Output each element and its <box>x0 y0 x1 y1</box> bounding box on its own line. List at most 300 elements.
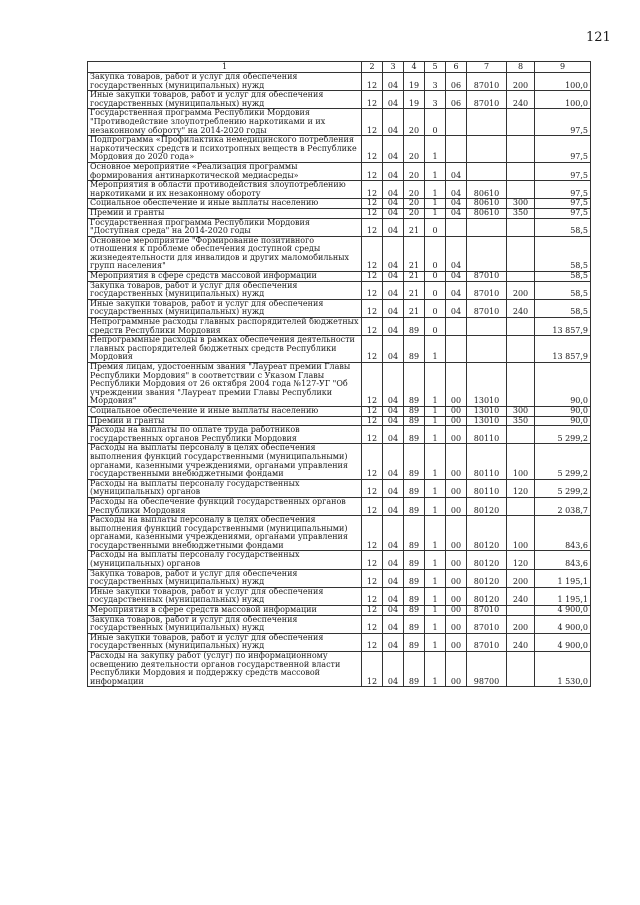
amount-cell: 5 299,2 <box>535 426 591 444</box>
column-header: 8 <box>507 62 535 73</box>
budget-table <box>87 61 591 687</box>
row-name-cell: Закупка товаров, работ и услуг для обеспечения государственных (муниципальных) нужд <box>88 73 362 91</box>
section-code-cell: 12 <box>362 406 383 416</box>
program-code-cell: 89 <box>404 406 425 416</box>
row-name-cell: Закупка товаров, работ и услуг для обеспечения государственных (муниципальных) нужд <box>88 615 362 633</box>
subsection-code-cell: 04 <box>383 406 404 416</box>
subprogram-code-cell: 1 <box>425 587 446 605</box>
column-header: 9 <box>535 62 591 73</box>
direction-code-cell <box>467 236 507 271</box>
table-row <box>88 91 591 109</box>
program-code-cell: 89 <box>404 615 425 633</box>
direction-code-cell: 80120 <box>467 551 507 569</box>
expense-type-cell: 240 <box>507 299 535 317</box>
amount-cell: 97,5 <box>535 109 591 136</box>
main-event-code-cell <box>446 218 467 236</box>
table-body <box>88 73 591 687</box>
subprogram-code-cell: 1 <box>425 633 446 651</box>
amount-cell: 1 195,1 <box>535 587 591 605</box>
section-code-cell: 12 <box>362 218 383 236</box>
subprogram-code-cell: 1 <box>425 336 446 363</box>
program-code-cell: 21 <box>404 218 425 236</box>
direction-code-cell: 87010 <box>467 606 507 616</box>
program-code-cell: 89 <box>404 479 425 497</box>
table-row <box>88 299 591 317</box>
main-event-code-cell: 04 <box>446 181 467 199</box>
row-name-cell: Непрограммные расходы в рамках обеспечения деятельности главных распорядителей бюджетных средств Республики Мордовия <box>88 336 362 363</box>
table-row <box>88 551 591 569</box>
page-number: 121 <box>586 30 611 45</box>
main-event-code-cell: 04 <box>446 236 467 271</box>
main-event-code-cell: 04 <box>446 162 467 180</box>
row-name-cell: Закупка товаров, работ и услуг для обеспечения государственных (муниципальных) нужд <box>88 281 362 299</box>
program-code-cell: 89 <box>404 652 425 687</box>
direction-code-cell: 87010 <box>467 73 507 91</box>
section-code-cell: 12 <box>362 416 383 426</box>
column-header: 6 <box>446 62 467 73</box>
row-name-cell: Расходы на выплаты персоналу государственных (муниципальных) органов <box>88 551 362 569</box>
section-code-cell: 12 <box>362 615 383 633</box>
main-event-code-cell <box>446 318 467 336</box>
section-code-cell: 12 <box>362 136 383 163</box>
table-row <box>88 109 591 136</box>
amount-cell: 90,0 <box>535 406 591 416</box>
expense-type-cell: 200 <box>507 615 535 633</box>
table-row <box>88 606 591 616</box>
section-code-cell: 12 <box>362 587 383 605</box>
main-event-code-cell: 00 <box>446 606 467 616</box>
amount-cell: 97,5 <box>535 136 591 163</box>
direction-code-cell: 80110 <box>467 479 507 497</box>
table-row <box>88 208 591 218</box>
expense-type-cell: 120 <box>507 479 535 497</box>
program-code-cell: 89 <box>404 551 425 569</box>
amount-cell: 90,0 <box>535 363 591 407</box>
direction-code-cell: 80110 <box>467 426 507 444</box>
subsection-code-cell: 04 <box>383 652 404 687</box>
subprogram-code-cell: 1 <box>425 136 446 163</box>
main-event-code-cell: 00 <box>446 569 467 587</box>
main-event-code-cell: 04 <box>446 199 467 209</box>
program-code-cell: 89 <box>404 633 425 651</box>
expense-type-cell <box>507 109 535 136</box>
table-row <box>88 272 591 282</box>
program-code-cell: 20 <box>404 109 425 136</box>
program-code-cell: 20 <box>404 136 425 163</box>
subsection-code-cell: 04 <box>383 569 404 587</box>
expense-type-cell <box>507 318 535 336</box>
main-event-code-cell: 00 <box>446 363 467 407</box>
row-name-cell: Расходы на выплаты персоналу в целях обеспечения выполнения функций государственными (муниципальными) органами, казенными учреждениями, органами управления государственными внебюджетными фондами <box>88 444 362 479</box>
expense-type-cell <box>507 218 535 236</box>
expense-type-cell: 100 <box>507 516 535 551</box>
main-event-code-cell: 00 <box>446 406 467 416</box>
table-row <box>88 181 591 199</box>
section-code-cell: 12 <box>362 426 383 444</box>
main-event-code-cell <box>446 336 467 363</box>
subsection-code-cell: 04 <box>383 444 404 479</box>
amount-cell: 58,5 <box>535 299 591 317</box>
row-name-cell: Расходы на выплаты по оплате труда работников государственных органов Республики Мордовия <box>88 426 362 444</box>
section-code-cell: 12 <box>362 516 383 551</box>
subprogram-code-cell: 3 <box>425 73 446 91</box>
expense-type-cell: 300 <box>507 199 535 209</box>
table-row <box>88 218 591 236</box>
section-code-cell: 12 <box>362 281 383 299</box>
row-name-cell: Иные закупки товаров, работ и услуг для обеспечения государственных (муниципальных) нужд <box>88 299 362 317</box>
section-code-cell: 12 <box>362 569 383 587</box>
direction-code-cell <box>467 162 507 180</box>
direction-code-cell <box>467 136 507 163</box>
subprogram-code-cell: 1 <box>425 199 446 209</box>
section-code-cell: 12 <box>362 336 383 363</box>
main-event-code-cell: 04 <box>446 281 467 299</box>
direction-code-cell: 87010 <box>467 633 507 651</box>
subprogram-code-cell: 1 <box>425 497 446 515</box>
subsection-code-cell: 04 <box>383 479 404 497</box>
amount-cell: 13 857,9 <box>535 336 591 363</box>
main-event-code-cell <box>446 136 467 163</box>
subsection-code-cell: 04 <box>383 587 404 605</box>
section-code-cell: 12 <box>362 91 383 109</box>
subsection-code-cell: 04 <box>383 272 404 282</box>
amount-cell: 100,0 <box>535 73 591 91</box>
subprogram-code-cell: 1 <box>425 208 446 218</box>
amount-cell: 2 038,7 <box>535 497 591 515</box>
main-event-code-cell: 00 <box>446 551 467 569</box>
table-row <box>88 569 591 587</box>
direction-code-cell <box>467 318 507 336</box>
amount-cell: 843,6 <box>535 551 591 569</box>
subprogram-code-cell: 0 <box>425 272 446 282</box>
column-header: 3 <box>383 62 404 73</box>
program-code-cell: 21 <box>404 272 425 282</box>
row-name-cell: Иные закупки товаров, работ и услуг для обеспечения государственных (муниципальных) нужд <box>88 587 362 605</box>
program-code-cell: 89 <box>404 516 425 551</box>
row-name-cell: Премии и гранты <box>88 208 362 218</box>
direction-code-cell: 80110 <box>467 444 507 479</box>
direction-code-cell: 80610 <box>467 199 507 209</box>
column-header: 1 <box>88 62 362 73</box>
subsection-code-cell: 04 <box>383 363 404 407</box>
subsection-code-cell: 04 <box>383 633 404 651</box>
expense-type-cell: 240 <box>507 587 535 605</box>
direction-code-cell: 80120 <box>467 587 507 605</box>
main-event-code-cell <box>446 109 467 136</box>
main-event-code-cell: 00 <box>446 652 467 687</box>
direction-code-cell <box>467 336 507 363</box>
subsection-code-cell: 04 <box>383 218 404 236</box>
section-code-cell: 12 <box>362 199 383 209</box>
subprogram-code-cell: 1 <box>425 606 446 616</box>
row-name-cell: Социальное обеспечение и иные выплаты населению <box>88 406 362 416</box>
budget-table-wrapper <box>87 61 590 687</box>
amount-cell: 58,5 <box>535 272 591 282</box>
amount-cell: 4 900,0 <box>535 615 591 633</box>
subprogram-code-cell: 1 <box>425 444 446 479</box>
subprogram-code-cell: 1 <box>425 406 446 416</box>
table-row <box>88 336 591 363</box>
expense-type-cell <box>507 181 535 199</box>
direction-code-cell <box>467 218 507 236</box>
subsection-code-cell: 04 <box>383 73 404 91</box>
section-code-cell: 12 <box>362 633 383 651</box>
table-row <box>88 318 591 336</box>
table-row <box>88 162 591 180</box>
amount-cell: 4 900,0 <box>535 606 591 616</box>
subprogram-code-cell: 1 <box>425 652 446 687</box>
section-code-cell: 12 <box>362 272 383 282</box>
section-code-cell: 12 <box>362 444 383 479</box>
program-code-cell: 89 <box>404 363 425 407</box>
amount-cell: 97,5 <box>535 208 591 218</box>
row-name-cell: Закупка товаров, работ и услуг для обеспечения государственных (муниципальных) нужд <box>88 569 362 587</box>
direction-code-cell: 98700 <box>467 652 507 687</box>
table-row <box>88 136 591 163</box>
column-header: 5 <box>425 62 446 73</box>
expense-type-cell <box>507 363 535 407</box>
table-row <box>88 199 591 209</box>
expense-type-cell: 350 <box>507 416 535 426</box>
table-row <box>88 615 591 633</box>
expense-type-cell: 240 <box>507 91 535 109</box>
subprogram-code-cell: 1 <box>425 363 446 407</box>
direction-code-cell: 80120 <box>467 497 507 515</box>
subprogram-code-cell: 1 <box>425 551 446 569</box>
row-name-cell: Основное мероприятие "Формирование позитивного отношения к проблеме обеспечения доступной среды жизнедеятельности для инвалидов и других маломобильных групп населения" <box>88 236 362 271</box>
main-event-code-cell: 00 <box>446 444 467 479</box>
direction-code-cell: 87010 <box>467 91 507 109</box>
table-row <box>88 416 591 426</box>
column-header: 7 <box>467 62 507 73</box>
program-code-cell: 89 <box>404 569 425 587</box>
main-event-code-cell: 04 <box>446 208 467 218</box>
subsection-code-cell: 04 <box>383 91 404 109</box>
section-code-cell: 12 <box>362 109 383 136</box>
program-code-cell: 20 <box>404 181 425 199</box>
subprogram-code-cell: 3 <box>425 91 446 109</box>
column-header: 2 <box>362 62 383 73</box>
amount-cell: 843,6 <box>535 516 591 551</box>
subprogram-code-cell: 1 <box>425 615 446 633</box>
subsection-code-cell: 04 <box>383 136 404 163</box>
expense-type-cell <box>507 136 535 163</box>
expense-type-cell: 200 <box>507 281 535 299</box>
main-event-code-cell: 00 <box>446 633 467 651</box>
program-code-cell: 21 <box>404 281 425 299</box>
section-code-cell: 12 <box>362 73 383 91</box>
subsection-code-cell: 04 <box>383 208 404 218</box>
program-code-cell: 20 <box>404 199 425 209</box>
direction-code-cell: 13010 <box>467 416 507 426</box>
section-code-cell: 12 <box>362 181 383 199</box>
row-name-cell: Мероприятия в области противодействия злоупотреблению наркотиками и их незаконному обороту <box>88 181 362 199</box>
expense-type-cell <box>507 236 535 271</box>
table-row <box>88 73 591 91</box>
subsection-code-cell: 04 <box>383 336 404 363</box>
table-row <box>88 444 591 479</box>
program-code-cell: 89 <box>404 606 425 616</box>
main-event-code-cell: 06 <box>446 91 467 109</box>
expense-type-cell <box>507 426 535 444</box>
subprogram-code-cell: 0 <box>425 218 446 236</box>
row-name-cell: Премия лицам, удостоенным звания "Лауреат премии Главы Республики Мордовия" в соответствии с Указом Главы Республики Мордовия от 26 октября 2004 года №127-УГ "Об учреждении звания "Лауреат премии Главы Республики Мордовия" <box>88 363 362 407</box>
table-row <box>88 633 591 651</box>
program-code-cell: 89 <box>404 587 425 605</box>
table-row <box>88 516 591 551</box>
direction-code-cell: 80120 <box>467 516 507 551</box>
main-event-code-cell: 00 <box>446 416 467 426</box>
expense-type-cell <box>507 652 535 687</box>
section-code-cell: 12 <box>362 318 383 336</box>
row-name-cell: Непрограммные расходы главных распорядителей бюджетных средств Республики Мордовия <box>88 318 362 336</box>
subsection-code-cell: 04 <box>383 426 404 444</box>
subsection-code-cell: 04 <box>383 281 404 299</box>
table-row <box>88 479 591 497</box>
section-code-cell: 12 <box>362 606 383 616</box>
program-code-cell: 19 <box>404 91 425 109</box>
row-name-cell: Расходы на выплаты персоналу в целях обеспечения выполнения функций государственными (муниципальными) органами, казенными учреждениями, органами управления государственными внебюджетными фондами <box>88 516 362 551</box>
row-name-cell: Государственная программа Республики Мордовия "Противодействие злоупотреблению наркотиками и их незаконному обороту" на 2014-2020 годы <box>88 109 362 136</box>
table-row <box>88 652 591 687</box>
subsection-code-cell: 04 <box>383 162 404 180</box>
subsection-code-cell: 04 <box>383 318 404 336</box>
table-row <box>88 587 591 605</box>
row-name-cell: Мероприятия в сфере средств массовой информации <box>88 606 362 616</box>
main-event-code-cell: 00 <box>446 615 467 633</box>
subprogram-code-cell: 1 <box>425 479 446 497</box>
section-code-cell: 12 <box>362 497 383 515</box>
expense-type-cell: 100 <box>507 444 535 479</box>
expense-type-cell: 120 <box>507 551 535 569</box>
row-name-cell: Подпрограмма «Профилактика немедицинского потребления наркотических средств и психотропных веществ в Республике Мордовия до 2020 года» <box>88 136 362 163</box>
main-event-code-cell: 00 <box>446 516 467 551</box>
direction-code-cell <box>467 109 507 136</box>
program-code-cell: 89 <box>404 426 425 444</box>
expense-type-cell: 240 <box>507 633 535 651</box>
main-event-code-cell: 00 <box>446 479 467 497</box>
row-name-cell: Премии и гранты <box>88 416 362 426</box>
row-name-cell: Иные закупки товаров, работ и услуг для обеспечения государственных (муниципальных) нужд <box>88 633 362 651</box>
table-row <box>88 426 591 444</box>
amount-cell: 90,0 <box>535 416 591 426</box>
program-code-cell: 19 <box>404 73 425 91</box>
direction-code-cell: 87010 <box>467 281 507 299</box>
section-code-cell: 12 <box>362 479 383 497</box>
amount-cell: 58,5 <box>535 281 591 299</box>
program-code-cell: 20 <box>404 208 425 218</box>
amount-cell: 4 900,0 <box>535 633 591 651</box>
row-name-cell: Государственная программа Республики Мордовия "Доступная среда" на 2014-2020 годы <box>88 218 362 236</box>
expense-type-cell: 350 <box>507 208 535 218</box>
subprogram-code-cell: 1 <box>425 181 446 199</box>
subsection-code-cell: 04 <box>383 181 404 199</box>
subprogram-code-cell: 0 <box>425 299 446 317</box>
main-event-code-cell: 04 <box>446 299 467 317</box>
main-event-code-cell: 04 <box>446 272 467 282</box>
amount-cell: 5 299,2 <box>535 479 591 497</box>
amount-cell: 1 530,0 <box>535 652 591 687</box>
direction-code-cell: 13010 <box>467 406 507 416</box>
amount-cell: 100,0 <box>535 91 591 109</box>
section-code-cell: 12 <box>362 652 383 687</box>
section-code-cell: 12 <box>362 363 383 407</box>
expense-type-cell: 200 <box>507 73 535 91</box>
direction-code-cell: 87010 <box>467 615 507 633</box>
program-code-cell: 89 <box>404 336 425 363</box>
row-name-cell: Мероприятия в сфере средств массовой информации <box>88 272 362 282</box>
table-row <box>88 281 591 299</box>
direction-code-cell: 80120 <box>467 569 507 587</box>
row-name-cell: Иные закупки товаров, работ и услуг для обеспечения государственных (муниципальных) нужд <box>88 91 362 109</box>
section-code-cell: 12 <box>362 208 383 218</box>
subprogram-code-cell: 1 <box>425 516 446 551</box>
row-name-cell: Расходы на обеспечение функций государственных органов Республики Мордовия <box>88 497 362 515</box>
main-event-code-cell: 00 <box>446 587 467 605</box>
expense-type-cell <box>507 162 535 180</box>
column-header: 4 <box>404 62 425 73</box>
subprogram-code-cell: 1 <box>425 569 446 587</box>
expense-type-cell: 200 <box>507 569 535 587</box>
subsection-code-cell: 04 <box>383 551 404 569</box>
main-event-code-cell: 00 <box>446 426 467 444</box>
main-event-code-cell: 06 <box>446 73 467 91</box>
direction-code-cell: 13010 <box>467 363 507 407</box>
section-code-cell: 12 <box>362 236 383 271</box>
program-code-cell: 21 <box>404 299 425 317</box>
subprogram-code-cell: 0 <box>425 109 446 136</box>
subprogram-code-cell: 1 <box>425 162 446 180</box>
section-code-cell: 12 <box>362 299 383 317</box>
program-code-cell: 89 <box>404 416 425 426</box>
subprogram-code-cell: 0 <box>425 318 446 336</box>
expense-type-cell <box>507 606 535 616</box>
expense-type-cell <box>507 497 535 515</box>
direction-code-cell: 80610 <box>467 208 507 218</box>
row-name-cell: Расходы на выплаты персоналу государственных (муниципальных) органов <box>88 479 362 497</box>
row-name-cell: Основное мероприятие «Реализация программы формирования антинаркотической медиасреды» <box>88 162 362 180</box>
subsection-code-cell: 04 <box>383 497 404 515</box>
row-name-cell: Социальное обеспечение и иные выплаты населению <box>88 199 362 209</box>
subprogram-code-cell: 1 <box>425 426 446 444</box>
program-code-cell: 89 <box>404 497 425 515</box>
amount-cell: 13 857,9 <box>535 318 591 336</box>
subprogram-code-cell: 0 <box>425 236 446 271</box>
expense-type-cell <box>507 272 535 282</box>
subsection-code-cell: 04 <box>383 236 404 271</box>
subsection-code-cell: 04 <box>383 516 404 551</box>
amount-cell: 97,5 <box>535 199 591 209</box>
program-code-cell: 20 <box>404 162 425 180</box>
main-event-code-cell: 00 <box>446 497 467 515</box>
table-row <box>88 497 591 515</box>
amount-cell: 58,5 <box>535 236 591 271</box>
column-number-row <box>88 62 591 73</box>
amount-cell: 58,5 <box>535 218 591 236</box>
program-code-cell: 21 <box>404 236 425 271</box>
subsection-code-cell: 04 <box>383 615 404 633</box>
amount-cell: 97,5 <box>535 181 591 199</box>
row-name-cell: Расходы на закупку работ (услуг) по информационному освещению деятельности органов государственной власти Республики Мордовия и поддержку средств массовой информации <box>88 652 362 687</box>
section-code-cell: 12 <box>362 162 383 180</box>
direction-code-cell: 87010 <box>467 272 507 282</box>
program-code-cell: 89 <box>404 318 425 336</box>
amount-cell: 97,5 <box>535 162 591 180</box>
expense-type-cell <box>507 336 535 363</box>
subsection-code-cell: 04 <box>383 199 404 209</box>
table-row <box>88 236 591 271</box>
table-row <box>88 363 591 407</box>
